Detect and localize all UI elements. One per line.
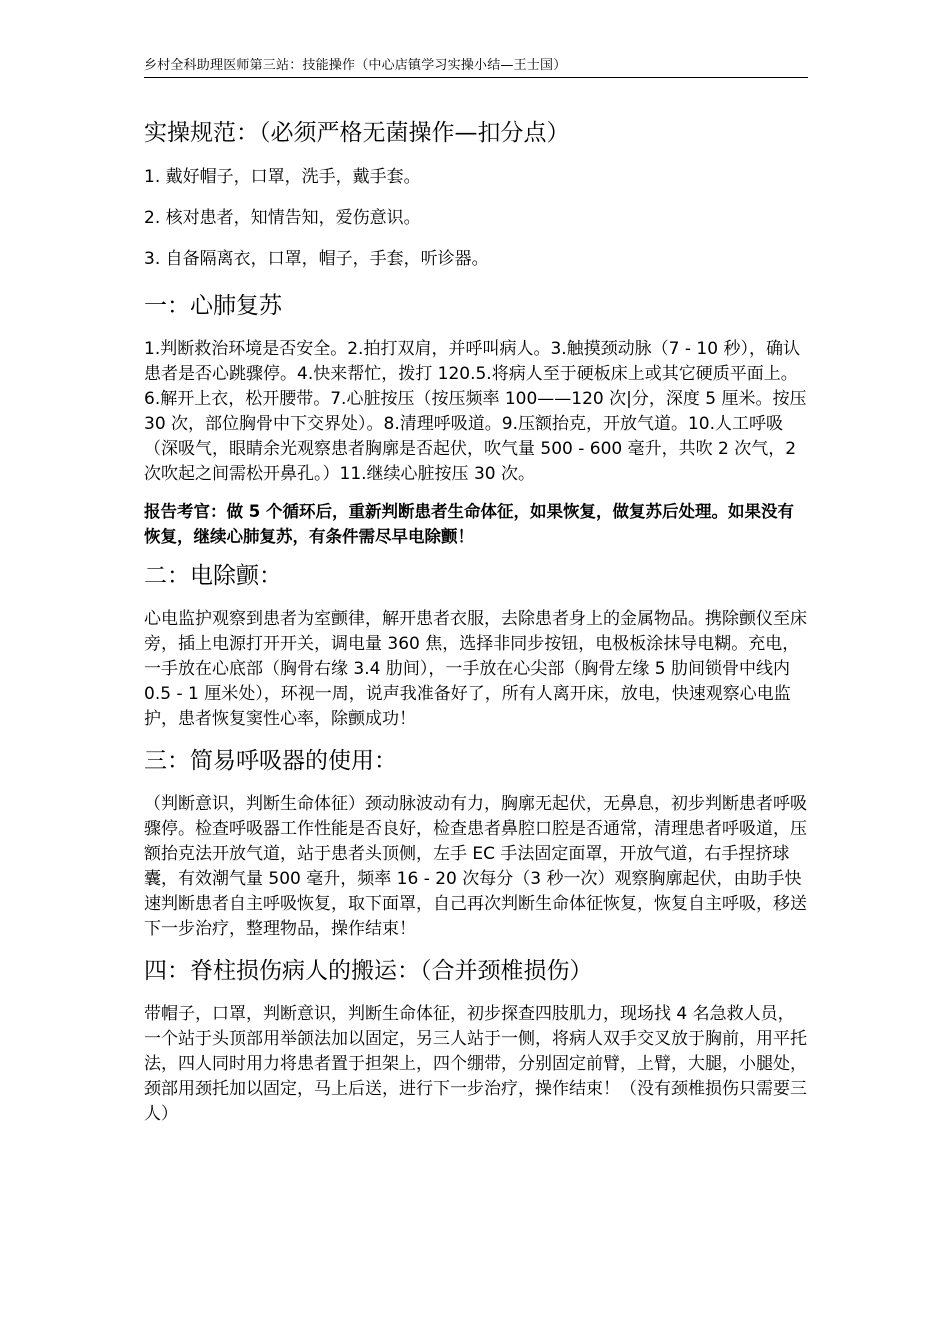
section-heading-cpr: 一：心肺复苏 xyxy=(144,293,282,319)
section-body-cpr: 1.判断救治环境是否安全。2.拍打双肩，并呼叫病人。3.触摸颈动脉（7 - 10 秒），确认患者是否心跳骤停。4.快来帮忙，拨打 120.5.将病人至于硬板床上或其它硬质平面上。6.解开上衣，松开腰带。7.心脏按压（按压频率 100——120 次|分，深度 5 厘米。按压 30 次，部位胸骨中下交界处）。8.清理呼吸道。9.压额抬克，开放气道。10.人工呼吸（深吸气，眼睛余光观察患者胸廓是否起伏，吹气量 500 - 600 毫升，共吹 2 次气，2 次吹起之间需松开鼻孔。）11.继续心脏按压 30 次。 xyxy=(144,339,807,484)
section-heading-bag-valve-mask: 三：简易呼吸器的使用： xyxy=(144,748,397,774)
intro-heading: 实操规范：（必须严格无菌操作—扣分点） xyxy=(144,120,570,146)
section-heading-spinal-transport: 四：脊柱损伤病人的搬运：（合并颈椎损伤） xyxy=(144,958,593,984)
section-body-defibrillation: 心电监护观察到患者为室颤律，解开患者衣服，去除患者身上的金属物品。携除颤仪至床旁，插上电源打开开关，调电量 360 焦，选择非同步按钮，电极板涂抹导电糊。充电，一手放在心底部（胸骨右缘 3.4 肋间），一手放在心尖部（胸骨左缘 5 肋间锁骨中线内 0.5 - 1 厘米处），环视一周，说声我准备好了，所有人离开床，放电，快速观察心电监护，患者恢复窦性心率，除颤成功！ xyxy=(144,609,807,729)
document-body xyxy=(144,116,808,1139)
section-heading-defibrillation: 二：电除颤： xyxy=(144,563,282,589)
intro-item: 2. 核对患者，知情告知，爱伤意识。 xyxy=(144,208,421,228)
intro-item: 3. 自备隔离衣，口罩，帽子，手套，听诊器。 xyxy=(144,249,489,269)
section-body-spinal-transport: 带帽子，口罩，判断意识，判断生命体征，初步探查四肢肌力，现场找 4 名急救人员，一个站于头顶部用举颌法加以固定，另三人站于一侧，将病人双手交叉放于胸前，用平托法，四人同时用力将患者置于担架上，四个绷带，分别固定前臂，上臂，大腿，小腿处，颈部用颈托加以固定，马上后送，进行下一步治疗，操作结束！（没有颈椎损伤只需要三人） xyxy=(144,1004,807,1124)
section-body-bag-valve-mask: （判断意识，判断生命体征）颈动脉波动有力，胸廓无起伏，无鼻息，初步判断患者呼吸骤停。检查呼吸器工作性能是否良好，检查患者鼻腔口腔是否通常，清理患者呼吸道，压额抬克法开放气道，站于患者头顶侧，左手 EC 手法固定面罩，开放气道，右手捏挤球囊，有效潮气量 500 毫升，频率 16 - 20 次每分（3 秒一次）观察胸廓起伏，由助手快速判断患者自主呼吸恢复，取下面罩，自己再次判断生命体征恢复，恢复自主呼吸，移送下一步治疗，整理物品，操作结束！ xyxy=(144,794,807,939)
header-divider xyxy=(144,77,808,78)
examiner-report-note: 报告考官：做 5 个循环后，重新判断患者生命体征，如果恢复，做复苏后处理。如果没有恢复，继续心肺复苏，有条件需尽早电除颤！ xyxy=(144,502,794,546)
page-header: 乡村全科助理医师第三站：技能操作（中心店镇学习实操小结—王士国） xyxy=(144,58,567,73)
intro-item: 1. 戴好帽子，口罩，洗手，戴手套。 xyxy=(144,167,421,187)
